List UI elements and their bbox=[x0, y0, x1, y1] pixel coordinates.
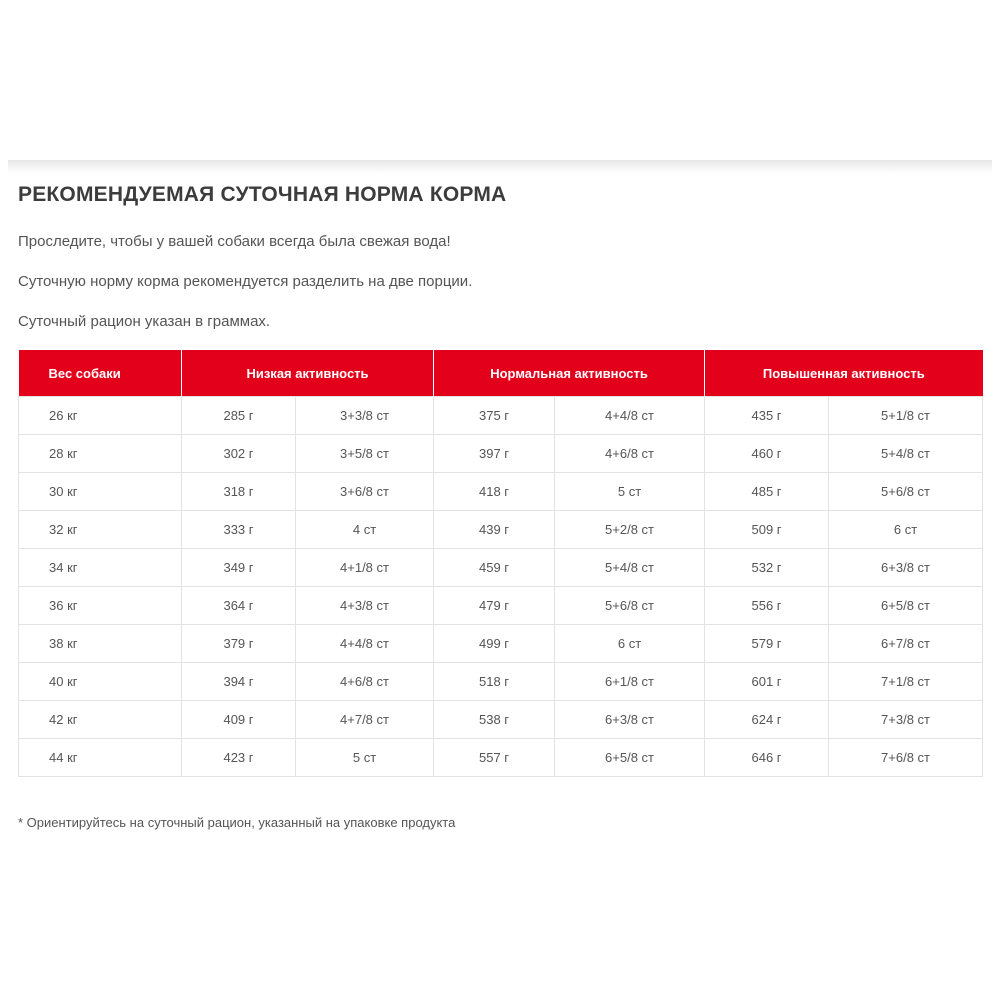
low-grams-cell: 318 г bbox=[182, 473, 296, 511]
high-cups-cell: 6+3/8 ст bbox=[829, 549, 983, 587]
normal-grams-cell: 439 г bbox=[434, 511, 555, 549]
table-body bbox=[19, 397, 983, 777]
high-grams-cell: 556 г bbox=[705, 587, 829, 625]
weight-cell: 32 кг bbox=[19, 511, 182, 549]
table-row bbox=[19, 625, 983, 663]
normal-cups-cell: 6 ст bbox=[555, 625, 705, 663]
normal-grams-cell: 479 г bbox=[434, 587, 555, 625]
content-block bbox=[18, 180, 982, 332]
table-row bbox=[19, 549, 983, 587]
high-grams-cell: 485 г bbox=[705, 473, 829, 511]
header-high-activity: Повышенная активность bbox=[705, 350, 983, 397]
normal-cups-cell: 6+3/8 ст bbox=[555, 701, 705, 739]
normal-grams-cell: 538 г bbox=[434, 701, 555, 739]
normal-grams-cell: 418 г bbox=[434, 473, 555, 511]
high-cups-cell: 7+1/8 ст bbox=[829, 663, 983, 701]
normal-grams-cell: 397 г bbox=[434, 435, 555, 473]
normal-grams-cell: 557 г bbox=[434, 739, 555, 777]
low-cups-cell: 4+7/8 ст bbox=[296, 701, 434, 739]
header-normal-activity: Нормальная активность bbox=[434, 350, 705, 397]
top-shadow-divider bbox=[8, 160, 992, 174]
note-fresh-water: Проследите, чтобы у вашей собаки всегда была свежая вода! bbox=[18, 233, 451, 250]
header-dog-weight: Вес собаки bbox=[19, 350, 182, 397]
normal-cups-cell: 5 ст bbox=[555, 473, 705, 511]
table-header-row bbox=[19, 350, 983, 397]
high-cups-cell: 7+3/8 ст bbox=[829, 701, 983, 739]
normal-cups-cell: 5+6/8 ст bbox=[555, 587, 705, 625]
low-grams-cell: 333 г bbox=[182, 511, 296, 549]
normal-cups-cell: 5+4/8 ст bbox=[555, 549, 705, 587]
low-cups-cell: 4+4/8 ст bbox=[296, 625, 434, 663]
high-grams-cell: 435 г bbox=[705, 397, 829, 435]
table-row bbox=[19, 435, 983, 473]
table-row bbox=[19, 739, 983, 777]
high-grams-cell: 460 г bbox=[705, 435, 829, 473]
normal-cups-cell: 5+2/8 ст bbox=[555, 511, 705, 549]
normal-grams-cell: 499 г bbox=[434, 625, 555, 663]
high-grams-cell: 532 г bbox=[705, 549, 829, 587]
page-title: РЕКОМЕНДУЕМАЯ СУТОЧНАЯ НОРМА КОРМА bbox=[18, 183, 507, 206]
feeding-table bbox=[18, 350, 983, 777]
low-grams-cell: 349 г bbox=[182, 549, 296, 587]
low-cups-cell: 4 ст bbox=[296, 511, 434, 549]
low-cups-cell: 3+5/8 ст bbox=[296, 435, 434, 473]
normal-grams-cell: 375 г bbox=[434, 397, 555, 435]
weight-cell: 40 кг bbox=[19, 663, 182, 701]
normal-cups-cell: 6+5/8 ст bbox=[555, 739, 705, 777]
low-grams-cell: 285 г bbox=[182, 397, 296, 435]
weight-cell: 26 кг bbox=[19, 397, 182, 435]
high-cups-cell: 5+4/8 ст bbox=[829, 435, 983, 473]
weight-cell: 34 кг bbox=[19, 549, 182, 587]
normal-cups-cell: 4+4/8 ст bbox=[555, 397, 705, 435]
table-row bbox=[19, 473, 983, 511]
table-row bbox=[19, 663, 983, 701]
low-cups-cell: 5 ст bbox=[296, 739, 434, 777]
high-grams-cell: 624 г bbox=[705, 701, 829, 739]
normal-cups-cell: 6+1/8 ст bbox=[555, 663, 705, 701]
high-cups-cell: 6+7/8 ст bbox=[829, 625, 983, 663]
low-cups-cell: 3+6/8 ст bbox=[296, 473, 434, 511]
low-cups-cell: 4+1/8 ст bbox=[296, 549, 434, 587]
low-cups-cell: 4+3/8 ст bbox=[296, 587, 434, 625]
low-grams-cell: 409 г bbox=[182, 701, 296, 739]
high-cups-cell: 7+6/8 ст bbox=[829, 739, 983, 777]
normal-grams-cell: 459 г bbox=[434, 549, 555, 587]
low-grams-cell: 302 г bbox=[182, 435, 296, 473]
low-grams-cell: 379 г bbox=[182, 625, 296, 663]
table-row bbox=[19, 511, 983, 549]
low-grams-cell: 364 г bbox=[182, 587, 296, 625]
note-grams: Суточный рацион указан в граммах. bbox=[18, 313, 271, 330]
table-row bbox=[19, 397, 983, 435]
weight-cell: 28 кг bbox=[19, 435, 182, 473]
footnote: * Ориентируйтесь на суточный рацион, указанный на упаковке продукта bbox=[18, 815, 456, 830]
low-cups-cell: 3+3/8 ст bbox=[296, 397, 434, 435]
high-cups-cell: 5+1/8 ст bbox=[829, 397, 983, 435]
high-grams-cell: 601 г bbox=[705, 663, 829, 701]
normal-grams-cell: 518 г bbox=[434, 663, 555, 701]
weight-cell: 42 кг bbox=[19, 701, 182, 739]
high-cups-cell: 6 ст bbox=[829, 511, 983, 549]
weight-cell: 44 кг bbox=[19, 739, 182, 777]
low-cups-cell: 4+6/8 ст bbox=[296, 663, 434, 701]
note-two-portions: Суточную норму корма рекомендуется разделить на две порции. bbox=[18, 273, 473, 290]
low-grams-cell: 423 г bbox=[182, 739, 296, 777]
high-cups-cell: 5+6/8 ст bbox=[829, 473, 983, 511]
weight-cell: 38 кг bbox=[19, 625, 182, 663]
weight-cell: 30 кг bbox=[19, 473, 182, 511]
normal-cups-cell: 4+6/8 ст bbox=[555, 435, 705, 473]
high-grams-cell: 646 г bbox=[705, 739, 829, 777]
high-grams-cell: 579 г bbox=[705, 625, 829, 663]
high-grams-cell: 509 г bbox=[705, 511, 829, 549]
low-grams-cell: 394 г bbox=[182, 663, 296, 701]
header-low-activity: Низкая активность bbox=[182, 350, 434, 397]
table-row bbox=[19, 587, 983, 625]
high-cups-cell: 6+5/8 ст bbox=[829, 587, 983, 625]
weight-cell: 36 кг bbox=[19, 587, 182, 625]
table-row bbox=[19, 701, 983, 739]
